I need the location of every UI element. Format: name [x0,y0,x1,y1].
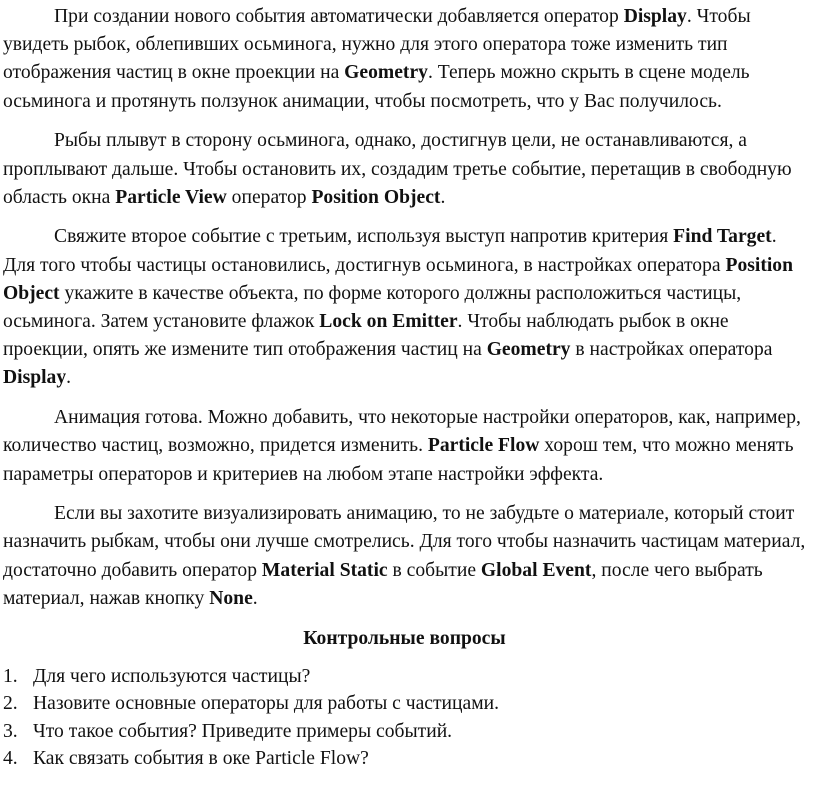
question-number: 3. [3,720,18,742]
bold-term: Particle Flow [427,435,540,457]
bold-term: Global Event [480,559,592,581]
question-number: 1. [3,665,18,687]
question-number: 2. [3,693,18,715]
text-run: в настройках оператора [570,339,773,361]
bold-term: Position Object [311,186,441,208]
paragraph [3,223,806,392]
text-run: . Для того чтобы частицы остановились, достигнув осьминога, в настройках оператора [3,226,777,276]
paragraph [3,127,806,212]
text-run: . Чтобы наблюдать рыбок в окне проекции, опять же измените тип отображения частиц на [3,311,729,361]
body-text [3,3,806,613]
bold-term: Position Object [3,254,793,304]
text-run: При создании нового события автоматически добавляется оператор [54,6,624,27]
bold-term: Lock on Emitter [319,311,458,333]
text-run: хорош тем, что можно менять параметры операторов и критериев на любом этапе настройки эффекта. [3,435,794,485]
section-heading: Контрольные вопросы [303,627,506,649]
text-run: Свяжите второе событие с третьим, используя выступ напротив критерия [54,226,674,248]
question-item [3,690,806,718]
question-item [3,745,806,773]
bold-term: Geometry [344,62,428,84]
paragraph [3,3,806,116]
text-run: Анимация готова. Можно добавить, что некоторые настройки операторов, как, например, количество частиц, возможно, придется изменить. [3,407,801,457]
bold-term: Find Target [673,226,772,248]
question-item [3,663,806,691]
question-text: Назовите основные операторы для работы с частицами. [33,693,499,715]
bold-term: None [209,587,253,609]
bold-term: Particle View [115,186,227,208]
text-run: . [66,367,72,389]
bold-term: Material Static [261,559,388,581]
text-run: . Чтобы увидеть рыбок, облепивших осьминога, нужно для этого оператора тоже изменить тип отображения частиц в окне проекции на [3,6,751,84]
text-run: Если вы захотите визуализировать анимацию, то не забудьте о материале, который стоит назначить рыбкам, чтобы они лучше смотрелись. Для того чтобы назначить частицам материал, достаточно добавить оператор [3,503,806,581]
question-text: Что такое события? Приведите примеры событий. [33,720,453,742]
paragraph [3,404,806,489]
question-text: Как связать события в оке Particle Flow? [33,748,369,770]
bold-term: Display [623,6,687,27]
text-run: , после чего выбрать материал, нажав кнопку [3,559,763,609]
text-run: в событие [387,559,481,581]
bold-term: Geometry [486,339,571,361]
text-run: . [440,186,446,208]
question-item [3,718,806,746]
paragraph [3,500,806,613]
text-run: Рыбы плывут в сторону осьминога, однако, достигнув цели, не останавливаются, а проплывают дальше. Чтобы остановить их, создадим третье событие, перетащив в свободную область окна [3,130,792,208]
text-run: . Теперь можно скрыть в сцене модель осьминога и протянуть ползунок анимации, чтобы посмотреть, что у Вас получилось. [3,62,750,112]
question-number: 4. [3,748,18,770]
text-run: оператор [226,186,312,208]
text-run: укажите в качестве объекта, по форме которого должны расположиться частицы, осьминога. Затем установите флажок [3,282,742,333]
question-text: Для чего используются частицы? [33,665,311,687]
questions-list [3,663,806,773]
text-run: . [252,587,258,609]
bold-term: Display [3,367,67,389]
